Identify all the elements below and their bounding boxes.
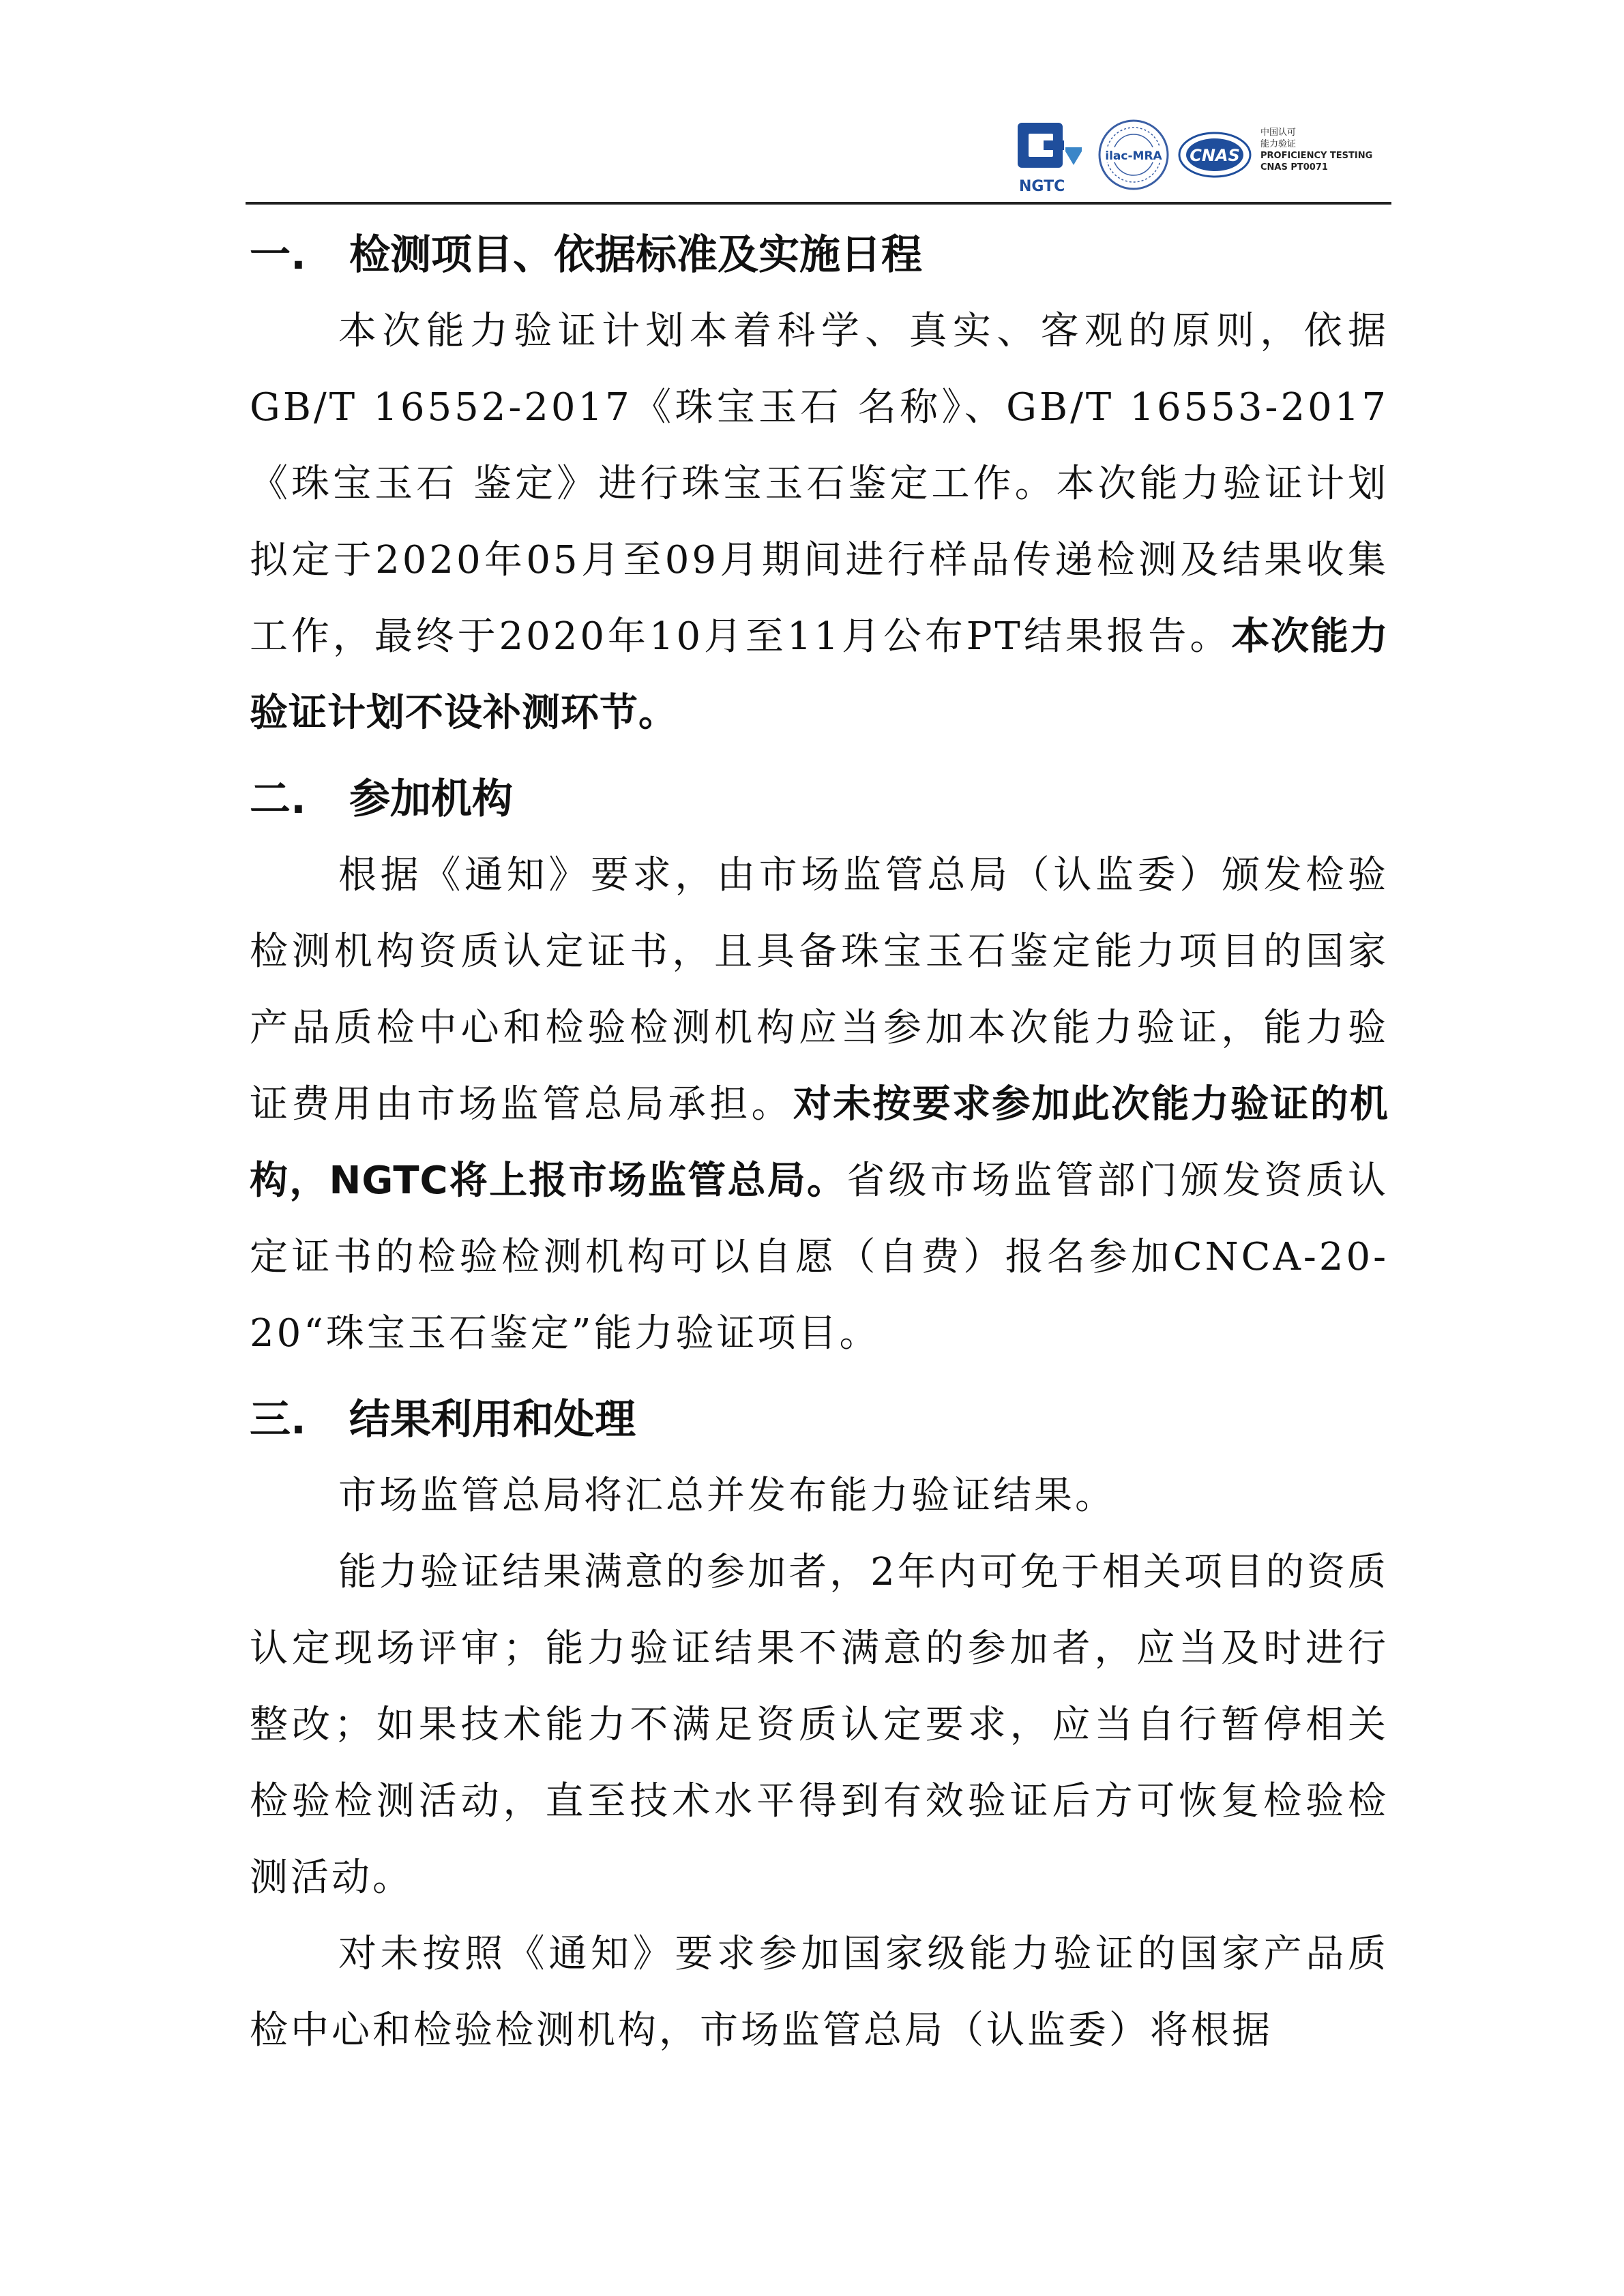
paragraph-bold-text: 对未按要求参加此次能力验证的机构，NGTC将上报市场监管总局。 bbox=[250, 1082, 1389, 1203]
section-title: 检测项目、依据标准及实施日程 bbox=[349, 231, 922, 279]
cnas-logo bbox=[1177, 130, 1252, 180]
cnas-proficiency-label bbox=[1260, 127, 1390, 173]
paragraph-text: 对未按照《通知》要求参加国家级能力验证的国家产品质检中心和检验检测机构，市场监管总局（认监委）将根据 bbox=[250, 1932, 1389, 2053]
section-heading bbox=[250, 217, 1389, 293]
paragraph-bold-text: 本次能力验证计划不设补测环节。 bbox=[250, 614, 1389, 735]
paragraph bbox=[250, 837, 1389, 1372]
ngtc-logo-text: NGTC bbox=[1019, 178, 1065, 195]
page-header bbox=[246, 102, 1391, 205]
paragraph-text: 能力验证结果满意的参加者，2年内可免于相关项目的资质认定现场评审；能力验证结果不满意的参加者，应当及时进行整改；如果技术能力不满足资质认定要求，应当自行暂停相关检验检测活动，直至技术水平得到有效验证后方可恢复检验检测活动。 bbox=[250, 1550, 1389, 1900]
paragraph bbox=[250, 1534, 1389, 1916]
section-heading bbox=[250, 1382, 1389, 1458]
section-title: 参加机构 bbox=[349, 775, 513, 823]
section-heading bbox=[250, 761, 1389, 837]
section-number: 三. bbox=[250, 1396, 306, 1444]
document-body bbox=[250, 217, 1389, 2069]
paragraph bbox=[250, 293, 1389, 751]
ilac-mra-logo bbox=[1097, 117, 1170, 192]
cnas-label-line: 中国认可 bbox=[1260, 128, 1297, 138]
paragraph-text: 市场监管总局将汇总并发布能力验证结果。 bbox=[338, 1474, 1116, 1518]
section-number: 二. bbox=[250, 775, 306, 823]
cnas-logo-text: CNAS bbox=[1190, 146, 1240, 165]
paragraph-tail-text: 省级市场监管部门颁发资质认定证书的检验检测机构可以自愿（自费）报名参加CNCA-20-20“珠宝玉石鉴定”能力验证项目。 bbox=[250, 1159, 1389, 1356]
section-number: 一. bbox=[250, 231, 306, 279]
paragraph bbox=[250, 1916, 1389, 2069]
header-divider bbox=[246, 202, 1391, 205]
paragraph-text: 本次能力验证计划本着科学、真实、客观的原则，依据GB/T 16552-2017《珠宝玉石 名称》、GB/T 16553-2017《珠宝玉石 鉴定》进行珠宝玉石鉴定工作。本次能力验证计划拟定于2020年05月至09月期间进行样品传递检测及结果收集工作，最终于2020年10月至11月公布PT结果报告。 bbox=[250, 309, 1389, 659]
cnas-label-line: PROFICIENCY TESTING bbox=[1260, 151, 1373, 161]
paragraph-text: 根据《通知》要求，由市场监管总局（认监委）颁发检验检测机构资质认定证书，且具备珠宝玉石鉴定能力项目的国家产品质检中心和检验检测机构应当参加本次能力验证，能力验证费用由市场监管总局承担。 bbox=[250, 853, 1389, 1127]
cnas-label-line: CNAS PT0071 bbox=[1260, 162, 1328, 173]
ngtc-logo bbox=[1014, 120, 1090, 195]
section-title: 结果利用和处理 bbox=[349, 1396, 636, 1444]
cnas-label-line: 能力验证 bbox=[1260, 139, 1297, 149]
ilac-logo-text: ilac-MRA bbox=[1105, 149, 1162, 163]
paragraph bbox=[250, 1458, 1389, 1534]
